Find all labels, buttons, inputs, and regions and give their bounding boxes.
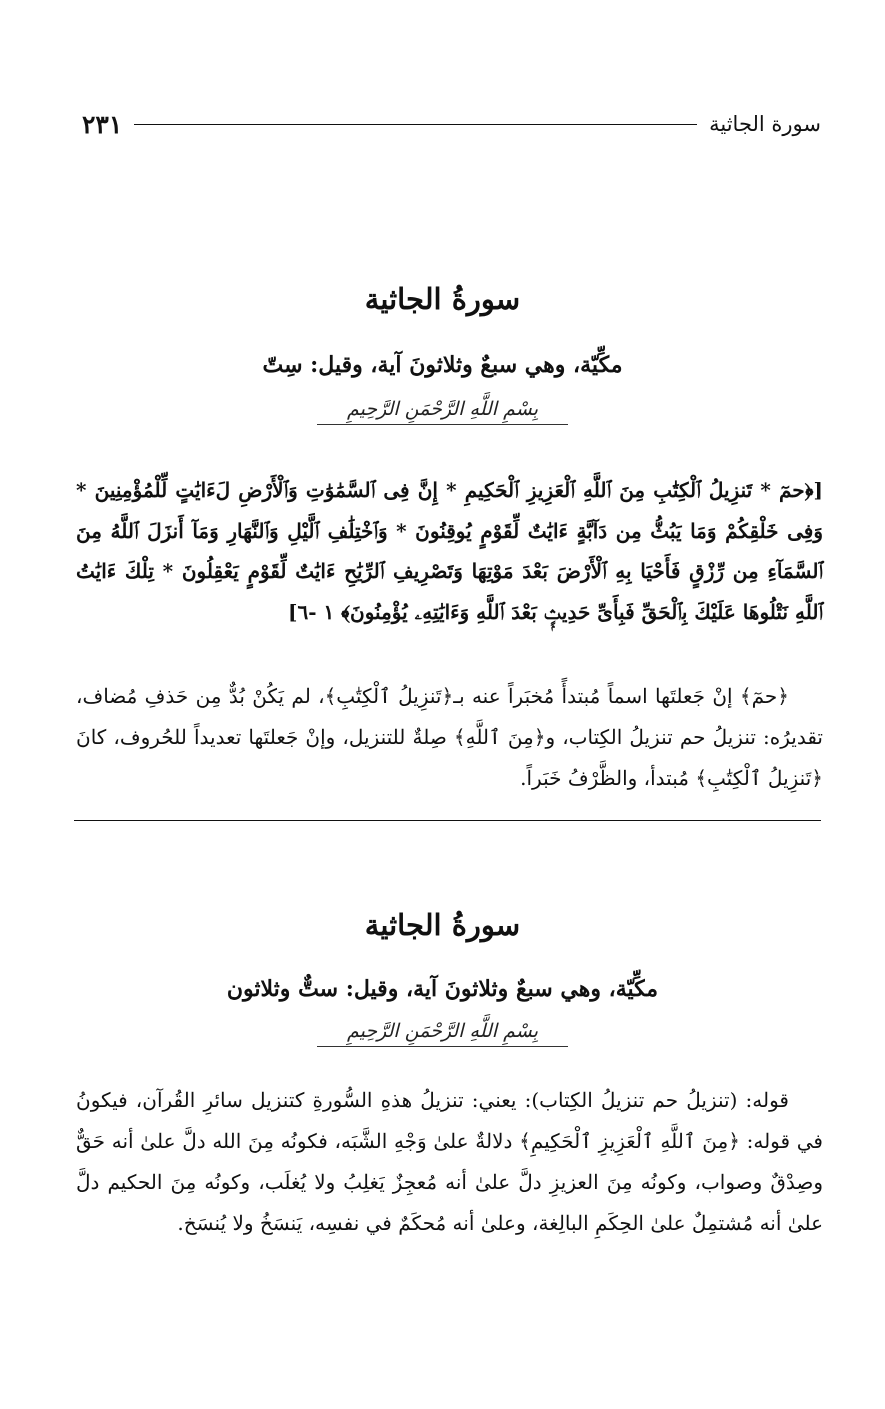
- basmala-text: بِسْمِ اللَّهِ الرَّحْمَنِ الرَّحِيمِ: [317, 1020, 568, 1047]
- header-surah-title: سورة الجاثية: [709, 112, 821, 136]
- page-number: ٢٣١: [82, 109, 123, 139]
- section2-subtitle: مكِّيّة، وهي سبعٌ وثلاثونَ آية، وقيل: ستٌّ وثلاثون: [226, 976, 659, 1002]
- running-header: [82, 104, 821, 144]
- section-divider: [74, 820, 821, 821]
- section1-subtitle: مكِّيّة، وهي سبعٌ وثلاثونَ آية، وقيل: سِتّ: [262, 352, 623, 378]
- section2-basmala: [0, 1020, 885, 1047]
- section2-title: سورةُ الجاثية: [364, 908, 521, 942]
- header-rule: [134, 124, 697, 125]
- section1-basmala: [0, 398, 885, 425]
- basmala-text: بِسْمِ اللَّهِ الرَّحْمَنِ الرَّحِيمِ: [317, 398, 568, 425]
- section1-commentary: ﴿حمٓ﴾ إنْ جَعلتَها اسماً مُبتدأً مُخبَراً عنه بـ﴿تَنزِيلُ ٱلْكِتَٰبِ﴾، لم يَكُنْ بُدٌّ مِن حَذفِ مُضاف، تقديرُه: تنزيلُ حم تنزيلُ الكِتاب، و﴿مِنَ ٱللَّهِ﴾ صِلةٌ للتنزيل، وإنْ جَعلتَها تعديداً للحُروف، كانَ ﴿تَنزِيلُ ٱلْكِتَٰبِ﴾ مُبتدأ، والظَّرْفُ خَبَراً.: [76, 684, 823, 790]
- quran-verses-block: [﴿حمٓ * تَنزِيلُ ٱلْكِتَٰبِ مِنَ ٱللَّهِ ٱلْعَزِيزِ ٱلْحَكِيمِ * إِنَّ فِى ٱلسَّمَٰوَٰتِ وَٱلْأَرْضِ لَءَايَٰتٍ لِّلْمُؤْمِنِينَ * وَفِى خَلْقِكُمْ وَمَا يَبُثُّ مِن دَآبَّةٍ ءَايَٰتٌ لِّقَوْمٍ يُوقِنُونَ * وَٱخْتِلَٰفِ ٱلَّيْلِ وَٱلنَّهَارِ وَمَآ أَنزَلَ ٱللَّهُ مِنَ ٱلسَّمَآءِ مِن رِّزْقٍ فَأَحْيَا بِهِ ٱلْأَرْضَ بَعْدَ مَوْتِهَا وَتَصْرِيفِ ٱلرِّيَٰحِ ءَايَٰتٌ لِّقَوْمٍ يَعْقِلُونَ * تِلْكَ ءَايَٰتُ ٱللَّهِ نَتْلُوهَا عَلَيْكَ بِٱلْحَقِّ فَبِأَىِّ حَدِيثٍۭ بَعْدَ ٱللَّهِ وَءَايَٰتِهِۦ يُؤْمِنُونَ﴾ ١ -٦]: [76, 478, 823, 624]
- section1-title: سورةُ الجاثية: [364, 282, 521, 316]
- section2-commentary: قوله: (تنزيلُ حم تنزيلُ الكِتاب): يعني: تنزيلُ هذهِ السُّورةِ كتنزيل سائرِ القُرآن، فيكونُ في قوله: ﴿مِنَ ٱللَّهِ ٱلْعَزِيزِ ٱلْحَكِيمِ﴾ دلالةٌ علىٰ وَجْهِ الشَّبَه، فكونُه مِنَ الله دلَّ علىٰ أنه حَقٌّ وصِدْقٌ وصواب، وكونُه مِنَ العزيزِ دلَّ علىٰ أنه مُعجِزٌ يَغلِبُ ولا يُغلَب، وكونُه مِنَ الحكيم دلَّ علىٰ أنه مُشتمِلٌ علىٰ الحِكَمِ البالِغة، وعلىٰ أنه مُحكَمٌ في نفسِه، يَنسَخُ ولا يُنسَخ.: [76, 1088, 823, 1235]
